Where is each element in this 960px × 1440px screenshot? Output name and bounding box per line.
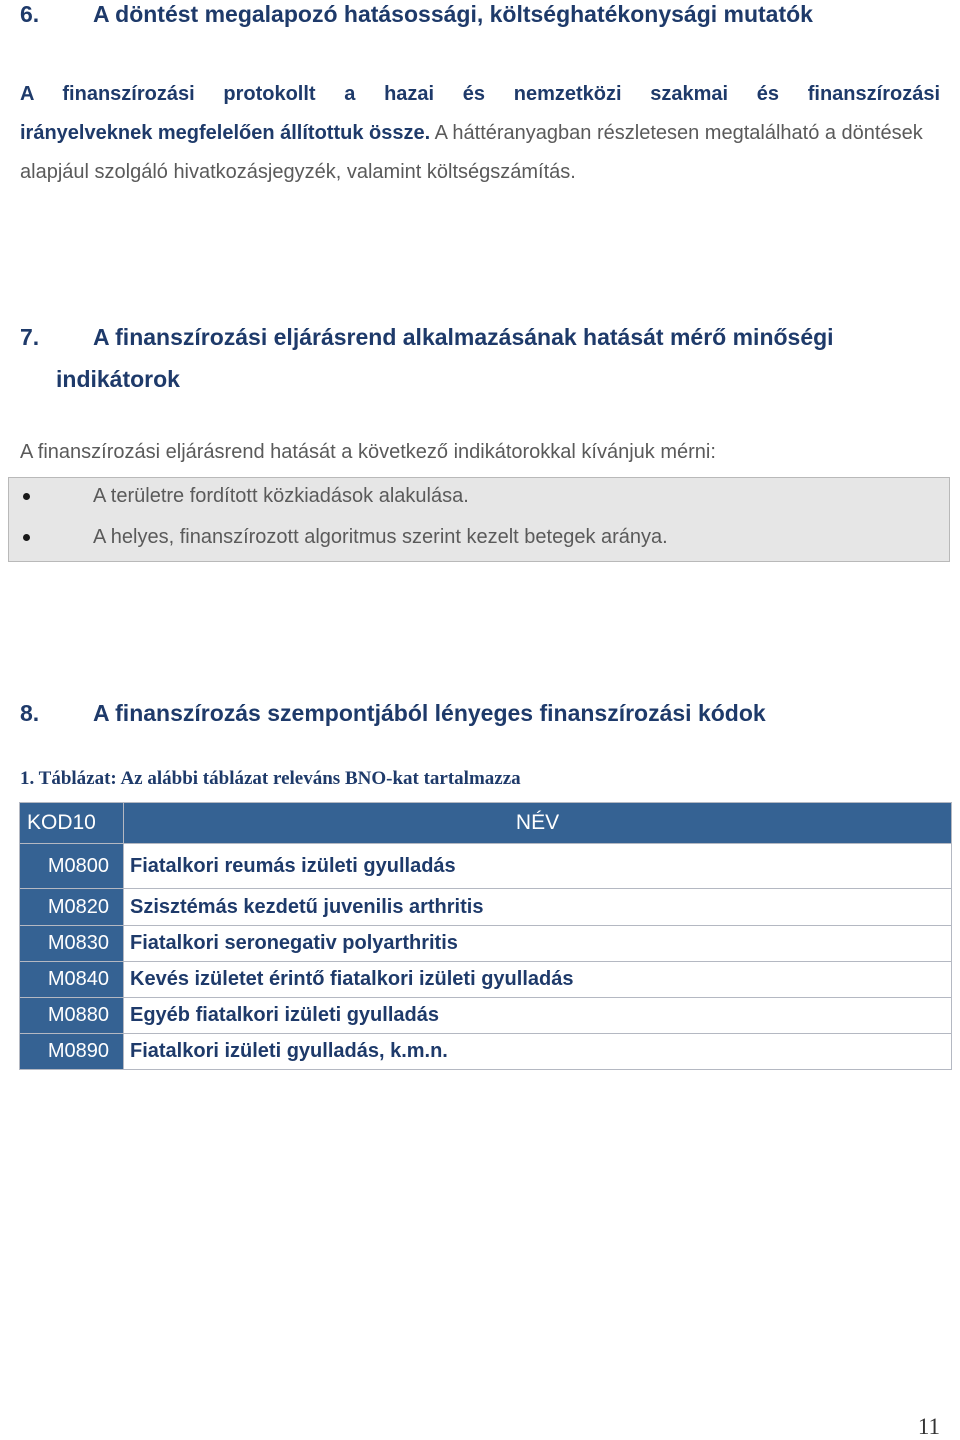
code-cell: M0820 bbox=[20, 889, 124, 926]
section-number: 8. bbox=[20, 700, 40, 726]
table-row bbox=[20, 1034, 952, 1070]
section-6-paragraph bbox=[20, 75, 940, 192]
table-row bbox=[20, 926, 952, 962]
section-8-heading bbox=[20, 700, 940, 734]
table-row bbox=[20, 962, 952, 998]
bno-code-table bbox=[19, 802, 952, 1070]
code-cell: M0830 bbox=[20, 926, 124, 962]
code-cell: M0880 bbox=[20, 998, 124, 1034]
bullet-icon bbox=[23, 493, 30, 500]
section-number: 7. bbox=[20, 324, 40, 350]
page-number: 11 bbox=[917, 1414, 940, 1439]
paragraph-bold-line-1: A finanszírozási protokollt a hazai és nemzetközi szakmai és finanszírozási bbox=[20, 83, 940, 105]
name-cell: Fiatalkori reumás izületi gyulladás bbox=[124, 844, 952, 889]
table-row bbox=[20, 844, 952, 889]
list-item-text: A helyes, finanszírozott algoritmus szerint kezelt betegek aránya. bbox=[93, 526, 668, 548]
code-cell: M0890 bbox=[20, 1034, 124, 1070]
table-caption: 1. Táblázat: Az alábbi táblázat releváns BNO-kat tartalmazza bbox=[20, 768, 521, 789]
section-number: 6. bbox=[20, 1, 40, 27]
list-item-text: A területre fordított közkiadások alakulása. bbox=[93, 485, 469, 507]
indicators-intro: A finanszírozási eljárásrend hatását a következő indikátorokkal kívánjuk mérni: bbox=[20, 441, 716, 463]
indicator-list bbox=[8, 477, 950, 562]
name-cell: Kevés izületet érintő fiatalkori izületi gyulladás bbox=[124, 962, 952, 998]
section-6-heading bbox=[20, 1, 940, 31]
code-cell: M0840 bbox=[20, 962, 124, 998]
paragraph-text: A háttéranyagban részletesen megtalálható a döntések alapjául szolgáló hivatkozásjegyzék, valamint költségszámítás. bbox=[20, 122, 923, 183]
paragraph-bold-line-2: irányelveknek megfelelően állítottuk össze. bbox=[20, 122, 431, 144]
table-row bbox=[20, 889, 952, 926]
name-cell: Szisztémás kezdetű juvenilis arthritis bbox=[124, 889, 952, 926]
section-title-line-1: A finanszírozási eljárásrend alkalmazásának hatását mérő minőségi bbox=[93, 324, 834, 350]
column-header-nev: NÉV bbox=[124, 803, 952, 844]
name-cell: Fiatalkori izületi gyulladás, k.m.n. bbox=[124, 1034, 952, 1070]
table-row bbox=[20, 998, 952, 1034]
table-header-row bbox=[20, 803, 952, 844]
bullet-icon bbox=[23, 534, 30, 541]
section-7-heading bbox=[20, 316, 940, 396]
section-title: A finanszírozás szempontjából lényeges finanszírozási kódok bbox=[93, 700, 766, 726]
code-cell: M0800 bbox=[20, 844, 124, 889]
section-title-line-2: indikátorok bbox=[56, 366, 180, 392]
name-cell: Fiatalkori seronegativ polyarthritis bbox=[124, 926, 952, 962]
section-title: A döntést megalapozó hatásossági, költséghatékonysági mutatók bbox=[93, 1, 813, 27]
column-header-kod10: KOD10 bbox=[20, 803, 124, 844]
name-cell: Egyéb fiatalkori izületi gyulladás bbox=[124, 998, 952, 1034]
